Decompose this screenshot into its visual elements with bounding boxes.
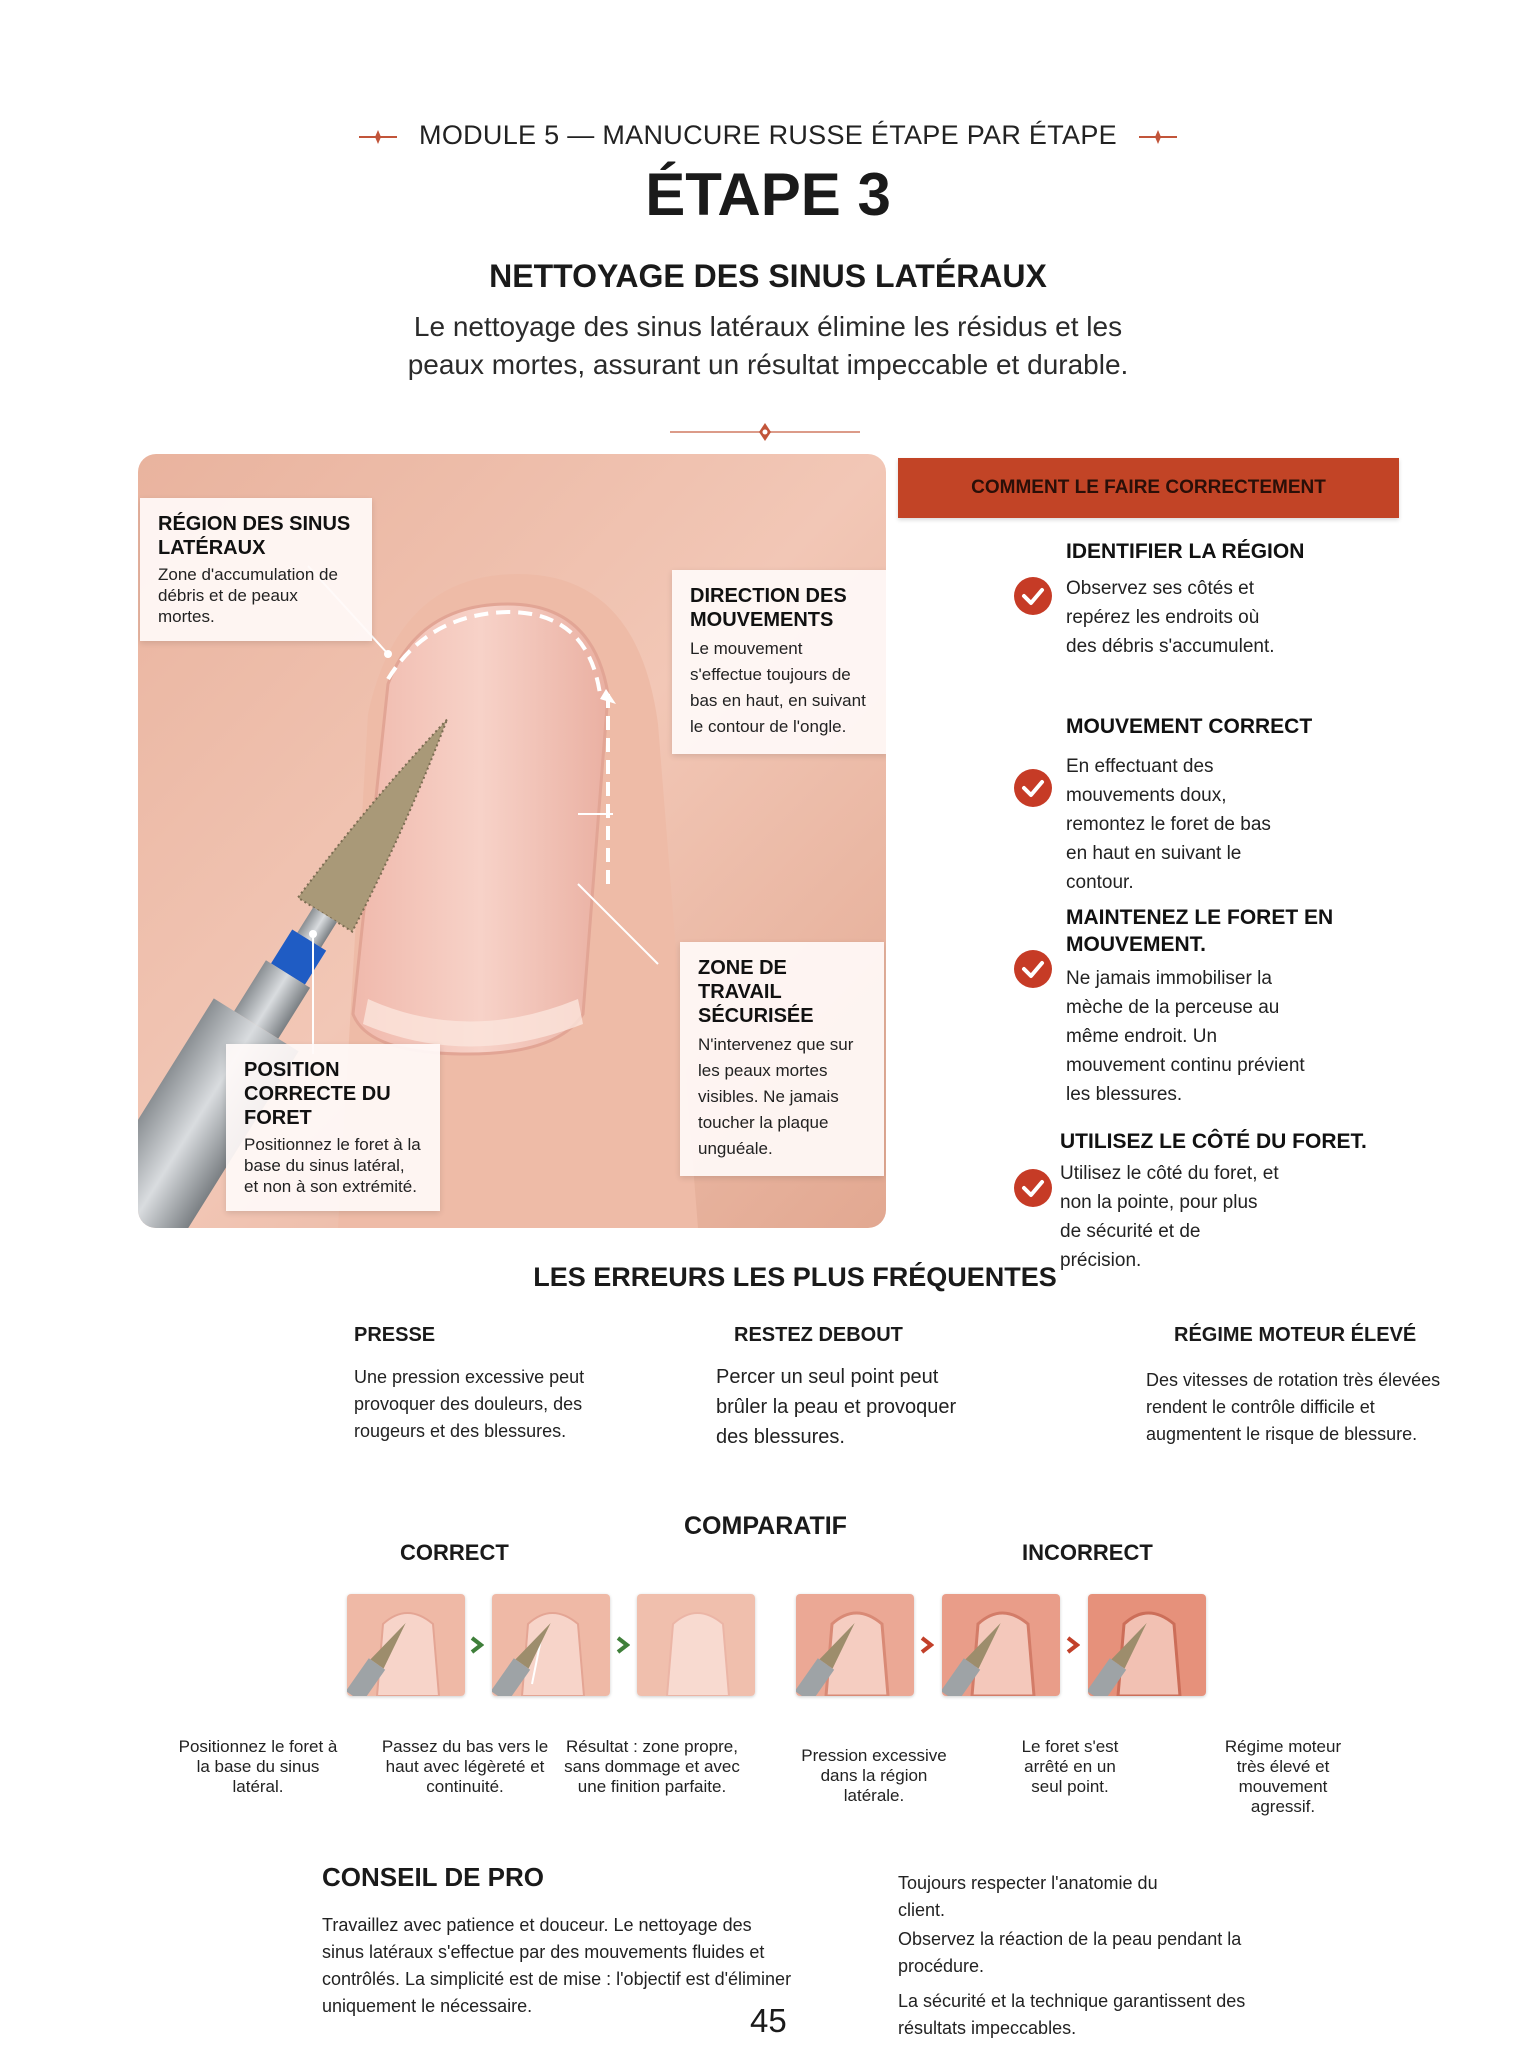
incorrect-thumb xyxy=(942,1594,1060,1701)
comparison-caption: Régime moteur très élevé et mouvement agressif. xyxy=(1224,1737,1342,1816)
step-title: ÉTAPE 3 xyxy=(645,161,891,228)
ornament-icon xyxy=(359,130,397,144)
label-drill-position: POSITION CORRECTE DU FORET Positionnez le foret à la base du sinus latéral, et non à son extrémité. xyxy=(226,1044,440,1211)
comparison-caption: Le foret s'est arrêté en un seul point. xyxy=(1021,1737,1119,1796)
how-to-step-text: En effectuant des mouvements doux, remontez le foret de bas en haut en suivant le contour. xyxy=(1066,756,1271,893)
incorrect-label: INCORRECT xyxy=(1022,1540,1153,1565)
label-safe-zone: ZONE DE TRAVAIL SÉCURISÉE N'intervenez que sur les peaux mortes visibles. Ne jamais toucher la plaque unguéale. xyxy=(680,942,884,1176)
section-title: NETTOYAGE DES SINUS LATÉRAUX xyxy=(489,258,1047,294)
comparison-title: COMPARATIF xyxy=(684,1512,847,1540)
check-icon xyxy=(1014,577,1052,615)
label-movement-direction: DIRECTION DES MOUVEMENTS Le mouvement s'effectue toujours de bas en haut, en suivant le contour de l'ongle. xyxy=(672,570,886,754)
module-heading xyxy=(0,120,1536,151)
arrow-right-icon xyxy=(1066,1636,1080,1654)
pro-tip-text: Travaillez avec patience et douceur. Le nettoyage des sinus latéraux s'effectue par des mouvements fluides et contrôlés. La simplicité est de mise : l'objectif est d'éliminer uniquement le nécessaire. xyxy=(322,1915,792,2016)
nail-photo xyxy=(138,454,886,1228)
page-number: 45 xyxy=(750,2002,787,2039)
arrow-right-icon xyxy=(920,1636,934,1654)
how-to-step-text: Utilisez le côté du foret, et non la pointe, pour plus de sécurité et de précision. xyxy=(1060,1163,1279,1271)
how-to-step-text: Observez ses côtés et repérez les endroits où des débris s'accumulent. xyxy=(1066,578,1275,657)
error-text: Une pression excessive peut provoquer des douleurs, des rougeurs et des blessures. xyxy=(354,1367,585,1441)
module-title: MODULE 5 — MANUCURE RUSSE ÉTAPE PAR ÉTAPE xyxy=(419,120,1117,150)
how-to-step-title: MOUVEMENT CORRECT xyxy=(1066,715,1313,738)
correct-label: CORRECT xyxy=(400,1540,509,1565)
check-icon xyxy=(1014,950,1052,988)
divider-ornament-icon xyxy=(670,420,860,444)
check-icon xyxy=(1014,1169,1052,1207)
pro-tip-bullet: Observez la réaction de la peau pendant la procédure. xyxy=(898,1929,1242,1976)
ornament-icon xyxy=(1139,130,1177,144)
error-title: RÉGIME MOTEUR ÉLEVÉ xyxy=(1174,1324,1417,1346)
pro-tip-title: CONSEIL DE PRO xyxy=(322,1862,545,1892)
incorrect-thumb xyxy=(796,1594,914,1701)
how-to-step-title: MAINTENEZ LE FORET EN MOUVEMENT. xyxy=(1066,906,1334,956)
comparison-caption: Résultat : zone propre, sans dommage et avec une finition parfaite. xyxy=(564,1737,740,1796)
error-title: PRESSE xyxy=(354,1324,436,1346)
pro-tip-bullet: Toujours respecter l'anatomie du client. xyxy=(898,1873,1158,1920)
check-icon xyxy=(1014,769,1052,807)
errors-title: LES ERREURS LES PLUS FRÉQUENTES xyxy=(533,1262,1057,1292)
correct-thumb xyxy=(637,1594,755,1701)
arrow-right-icon xyxy=(470,1636,484,1654)
comparison-caption: Pression excessive dans la région latérale. xyxy=(801,1746,947,1805)
correct-thumb xyxy=(492,1594,610,1701)
incorrect-thumb xyxy=(1088,1594,1206,1701)
error-text: Percer un seul point peut brûler la peau et provoquer des blessures. xyxy=(716,1366,957,1448)
how-to-step-title: IDENTIFIER LA RÉGION xyxy=(1066,540,1305,563)
how-to-step-text: Ne jamais immobiliser la mèche de la perceuse au même endroit. Un mouvement continu prévient les blessures. xyxy=(1066,968,1305,1105)
intro-text: Le nettoyage des sinus latéraux élimine les résidus et les peaux mortes, assurant un résultat impeccable et durable. xyxy=(407,311,1129,380)
comparison-caption: Passez du bas vers le haut avec légèreté et continuité. xyxy=(381,1737,549,1796)
how-to-step-title: UTILISEZ LE CÔTÉ DU FORET. xyxy=(1060,1130,1367,1153)
comparison-caption: Positionnez le foret à la base du sinus latéral. xyxy=(178,1737,338,1796)
error-text: Des vitesses de rotation très élevées rendent le contrôle difficile et augmentent le risque de blessure. xyxy=(1146,1370,1441,1444)
pro-tip-bullet: La sécurité et la technique garantissent des résultats impeccables. xyxy=(898,1991,1246,2038)
correct-thumb xyxy=(347,1594,465,1701)
error-title: RESTEZ DEBOUT xyxy=(734,1324,903,1346)
arrow-right-icon xyxy=(616,1636,630,1654)
how-to-banner: COMMENT LE FAIRE CORRECTEMENT xyxy=(898,458,1399,518)
label-lateral-region: RÉGION DES SINUS LATÉRAUX Zone d'accumulation de débris et de peaux mortes. xyxy=(140,498,372,641)
